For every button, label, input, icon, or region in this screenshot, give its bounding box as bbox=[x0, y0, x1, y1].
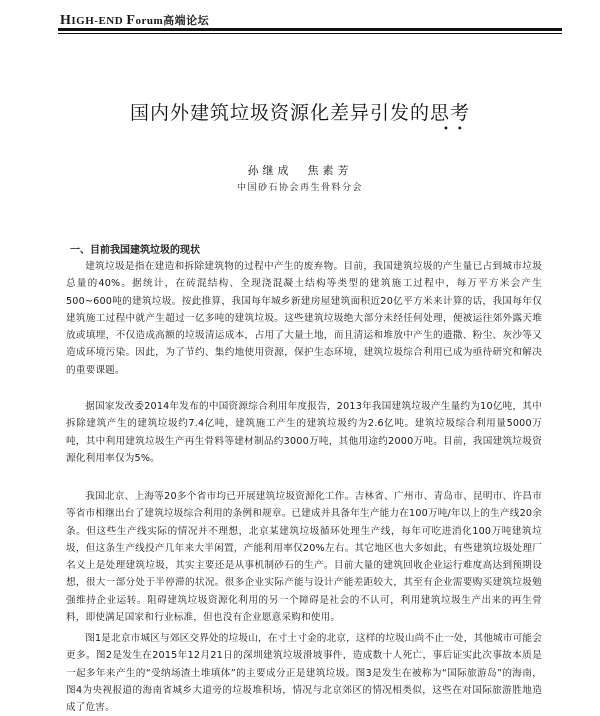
header-rule-thin bbox=[58, 33, 562, 34]
body-paragraph-4: 图1是北京市城区与郊区交界处的垃圾山，在寸土寸金的北京，这样的垃圾山尚不止一处，其他城市可能会更多。图2是发生在2015年12月21日的深圳建筑垃圾滑坡事件，造成数十人死亡，事后证实此次事故本质是一起多年来产生的“受纳场渣土堆填体”的主要成分正是建筑垃圾。图3是发生在被称为“国际旅游岛”的海南，图4为央视报道的海南省城乡大道旁的垃圾堆积场，情况与北京郊区的情况相类似，这些在对国际旅游胜地造成了危害。 bbox=[66, 633, 543, 714]
journal-name-initial-h: H bbox=[60, 13, 72, 28]
journal-header bbox=[60, 12, 209, 29]
header-rule-thick bbox=[58, 28, 562, 31]
article-authors: 孙继成 焦素芳 bbox=[247, 164, 353, 177]
article-title: 国内外建筑垃圾资源化差异引发的思考 bbox=[129, 102, 470, 124]
journal-name-chinese: 高端论坛 bbox=[163, 15, 210, 27]
section-heading: 一、目前我国建筑垃圾的现状 bbox=[70, 245, 200, 256]
title-emphasis-dots: •• bbox=[443, 124, 471, 135]
body-paragraph-3: 我国北京、上海等20多个省市均已开展建筑垃圾资源化工作。吉林省、广州市、青岛市、昆明市、许昌市等省市相继出台了建筑垃圾综合利用的条例和规章。已建成并具备年生产能力在100万吨/年以上的生产线20余条。但这些生产线实际的情况并不理想，北京某建筑垃圾循环处理生产线，每年可吃进消化100万吨建筑垃圾，但这条生产线投产几年来大半闲置，产能利用率仅20%左右。其它地区也大多如此，有些建筑垃圾处理厂名义上是处理建筑垃圾，其实主要还是从事机制砂石的生产。目前大量的建筑回收企业运行难度高达到预期设想，很大一部分处于半停滞的状况。很多企业实际产能与设计产能差距较大，其至有企业需要购买建筑垃圾勉强维持企业运转。阻碍建筑垃圾资源化利用的另一个障碍是社会的不认可，利用建筑垃圾生产出来的再生骨料，即使满足国家和行业标准，但也没有企业愿意采购和使用。 bbox=[66, 491, 542, 624]
body-paragraph-1: 建筑垃圾是指在建造和拆除建筑物的过程中产生的废弃物。目前，我国建筑垃圾的产生量已占到城市垃圾总量的40%。据统计，在砖混结构、全现浇混凝土结构等类型的建筑施工过程中，每万平方米会产生500~600吨的建筑垃圾。按此推算，我国每年城乡新建房屋建筑面积近20亿平方米来计算的话，我国每年仅建筑施工过程中就产生超过一亿多吨的建筑垃圾。这些建筑垃圾绝大部分未经任何处理，便被运往郊外露天堆放或填埋，不仅造成高额的垃圾清运成本，占用了大量土地，而且清运和堆放中产生的遗撒、粉尘、灰沙等又造成环境污染。因此，为了节约、集约地使用资源，保护生态环境，建筑垃圾综合利用已成为亟待研究和解决的重要课题。 bbox=[66, 261, 542, 376]
journal-name-part2: orum bbox=[135, 15, 164, 27]
author-affiliation: 中国砂石协会再生骨料分会 bbox=[236, 183, 363, 193]
body-paragraph-2: 据国家发改委2014年发布的中国资源综合利用年度报告，2013年我国建筑垃圾产生量约为10亿吨，其中拆除建筑产生的建筑垃圾约7.4亿吨，建筑施工产生的建筑垃圾约为2.6亿吨。建筑垃圾综合利用量5000万吨，其中利用建筑垃圾生产再生骨料等建材制品约3000万吨，其他用途约2000万吨。目前，我国建筑垃圾资源化利用率仅为5%。 bbox=[66, 401, 542, 464]
journal-name-initial-f: F bbox=[126, 13, 136, 28]
journal-name-part1: IGH-END bbox=[71, 15, 127, 27]
